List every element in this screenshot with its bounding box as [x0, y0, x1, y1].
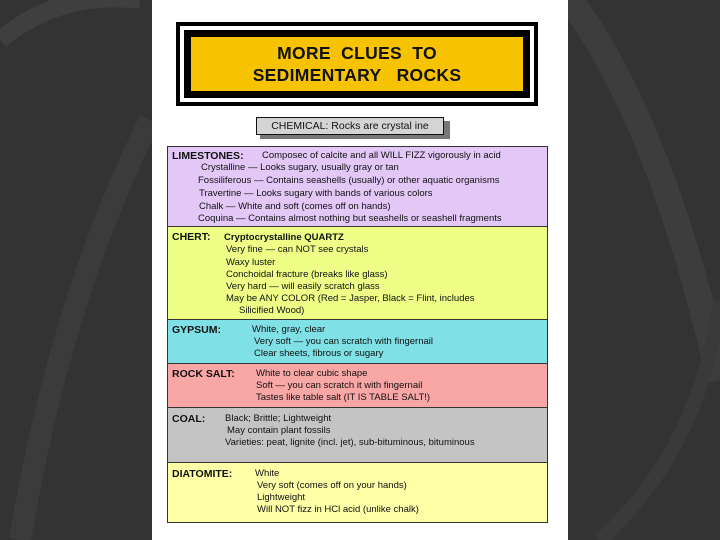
limestones-line: Travertine — Looks sugary with bands of various colors [199, 188, 433, 199]
coal-line: May contain plant fossils [227, 425, 331, 436]
row-limestones [168, 147, 547, 227]
limestones-line: Coquina — Contains almost nothing but seashells or seashell fragments [198, 213, 502, 224]
limestones-line: Chalk — White and soft (comes off on hands) [199, 201, 391, 212]
label-diatomite: DIATOMITE: [172, 468, 233, 480]
chemical-header: CHEMICAL: Rocks are crystal ine [256, 117, 444, 135]
label-rock-salt: ROCK SALT: [172, 368, 235, 380]
chert-line: Silicified Wood) [239, 305, 305, 316]
gypsum-line: Clear sheets, fibrous or sugary [254, 348, 384, 359]
diatomite-line: Very soft (comes off on your hands) [257, 480, 407, 491]
chert-line: Conchoidal fracture (breaks like glass) [226, 269, 388, 280]
coal-line: Black; Brittle; Lightweight [225, 413, 332, 424]
rock-table [167, 146, 548, 523]
rock-salt-line: Soft — you can scratch it with fingernail [256, 380, 423, 391]
limestones-line: Crystalline — Looks sugary, usually gray or tan [201, 162, 399, 173]
label-coal: COAL: [172, 413, 206, 425]
chert-line: Very hard — will easily scratch glass [226, 281, 380, 292]
row-coal [168, 408, 547, 463]
label-chert: CHERT: [172, 231, 211, 243]
chert-line: Waxy luster [226, 257, 276, 268]
title-line-1: MORE CLUES TO [277, 43, 437, 63]
chert-line: Cryptocrystalline QUARTZ [224, 232, 344, 243]
chert-line: May be ANY COLOR (Red = Jasper, Black = Flint, includes [226, 293, 475, 304]
rock-salt-line: White to clear cubic shape [256, 368, 368, 379]
row-diatomite [168, 463, 547, 522]
limestones-line: Fossiliferous — Contains seashells (usually) or other aquatic organisms [198, 175, 500, 186]
chert-line: Very fine — can NOT see crystals [226, 244, 369, 255]
row-rock-salt [168, 364, 547, 408]
label-gypsum: GYPSUM: [172, 324, 222, 336]
gypsum-line: White, gray, clear [252, 324, 326, 335]
label-limestones: LIMESTONES: [172, 150, 244, 162]
limestones-line: Composec of calcite and all WILL FIZZ vigorously in acid [262, 150, 501, 161]
coal-line: Varieties: peat, lignite (incl. jet), sub-bituminous, bituminous [225, 437, 475, 448]
gypsum-line: Very soft — you can scratch with fingernail [254, 336, 433, 347]
row-chert [168, 227, 547, 320]
diatomite-line: Will NOT fizz in HCl acid (unlike chalk) [257, 504, 419, 515]
diatomite-line: White [255, 468, 280, 479]
rock-salt-line: Tastes like table salt (IT IS TABLE SALT!) [256, 392, 431, 403]
title-box [191, 37, 523, 91]
diatomite-line: Lightweight [257, 492, 306, 503]
row-gypsum [168, 320, 547, 364]
title-line-2: SEDIMENTARY ROCKS [252, 65, 462, 85]
